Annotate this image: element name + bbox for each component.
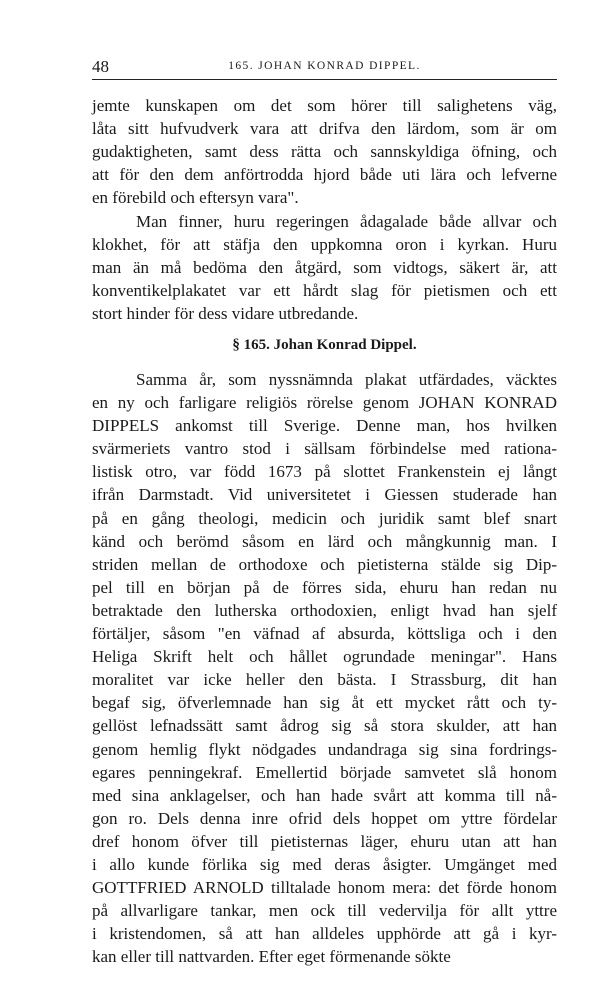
paragraph-dippel xyxy=(92,368,557,968)
text-line: konventikelplakatet var ett hårdt slag för pietismen och ett xyxy=(92,281,557,301)
text-line: låta sitt hufvudverk vara att drifva den lärdom, som är om xyxy=(92,119,557,139)
section-heading: § 165. Johan Konrad Dippel. xyxy=(232,337,417,353)
text-line: i kristendomen, så att han alldeles upphörde att gå i kyr- xyxy=(92,924,557,944)
paragraph-continued xyxy=(92,94,557,209)
text-line: jemte kunskapen om det som hörer till salighetens väg, xyxy=(92,96,557,115)
text-line: GOTTFRIED ARNOLD tilltalade honom mera: det förde honom xyxy=(92,878,557,898)
text-line: gellöst lefnadssätt samt ådrog sig så stora skulder, att han xyxy=(92,716,557,736)
text-line: dref honom öfver till pietisternas läger, ehuru utan att han xyxy=(92,831,557,851)
text-line: stort hinder för dess vidare utbredande. xyxy=(92,304,359,324)
text-line: moralitet var icke heller den bästa. I Strassburg, dit han xyxy=(92,670,557,690)
text-line: känd och berömd såsom en lärd och mångkunnig man. I xyxy=(92,531,557,551)
text-line: ifrån Darmstadt. Vid universitetet i Giessen studerade han xyxy=(92,485,557,505)
page-header xyxy=(92,57,557,80)
text-line: förtäljer, såsom "en väfnad af absurda, köttsliga och i den xyxy=(92,624,557,644)
paragraph-regeringen xyxy=(92,210,557,325)
text-line: Man finner, huru regeringen ådagalade både allvar och xyxy=(136,212,557,231)
running-head: 165. JOHAN KONRAD DIPPEL. xyxy=(228,60,421,72)
text-line: svärmeriets vantro stod i sällsam förbindelse med rationa- xyxy=(92,439,557,459)
text-line: betraktade den lutherska orthodoxien, enligt hvad han sjelf xyxy=(92,600,557,620)
text-line: klokhet, för att stäfja den uppkomna oron i kyrkan. Huru xyxy=(92,235,557,255)
text-line: man än må bedöma den åtgärd, som vidtogs, säkert är, att xyxy=(92,258,557,278)
text-line: i allo kunde förlika sig med deras åsigter. Umgänget med xyxy=(92,854,557,874)
text-line: begaf sig, öfverlemnade han sig åt ett mycket rått och ty- xyxy=(92,693,557,713)
text-line: på allvarligare tankar, men ock till vedervilja för allt yttre xyxy=(92,901,557,921)
text-line: en förebild och eftersyn vara". xyxy=(92,188,299,208)
text-line: egares penningekraf. Emellertid började samvetet slå honom xyxy=(92,762,557,782)
text-line: en ny och farligare religiös rörelse genom JOHAN KONRAD xyxy=(92,393,557,413)
text-line: att för den dem anförtrodda hjord både uti lära och lefverne xyxy=(92,165,557,185)
text-line: på en gång theologi, medicin och juridik samt blef snart xyxy=(92,508,557,528)
text-line: Samma år, som nyssnämnda plakat utfärdades, väcktes xyxy=(136,370,557,389)
text-line: striden mellan de orthodoxe och pietisterna stälde sig Dip- xyxy=(92,554,557,574)
text-line: DIPPELS ankomst till Sverige. Denne man, hos hvilken xyxy=(92,416,557,436)
text-line: gudaktigheten, samt dess rätta och sannskyldiga öfning, och xyxy=(92,142,557,162)
text-line: listisk otro, var född 1673 på slottet Frankenstein ej långt xyxy=(92,462,557,482)
text-line: pel till en början på de förres sida, ehuru han redan nu xyxy=(92,577,557,597)
text-line: kan eller till nattvarden. Efter eget förmenande sökte xyxy=(92,947,451,967)
text-line: genom hemlig flykt nödgades undandraga sig sina fordrings- xyxy=(92,739,557,759)
text-line: Heliga Skrift helt och hållet ogrundade meningar". Hans xyxy=(92,647,557,667)
page-number: 48 xyxy=(92,57,109,76)
text-line: med sina anklagelser, och han hade svårt att komma till nå- xyxy=(92,785,557,805)
text-line: gon ro. Dels denna inre ofrid dels hoppet om yttre fördelar xyxy=(92,808,557,828)
